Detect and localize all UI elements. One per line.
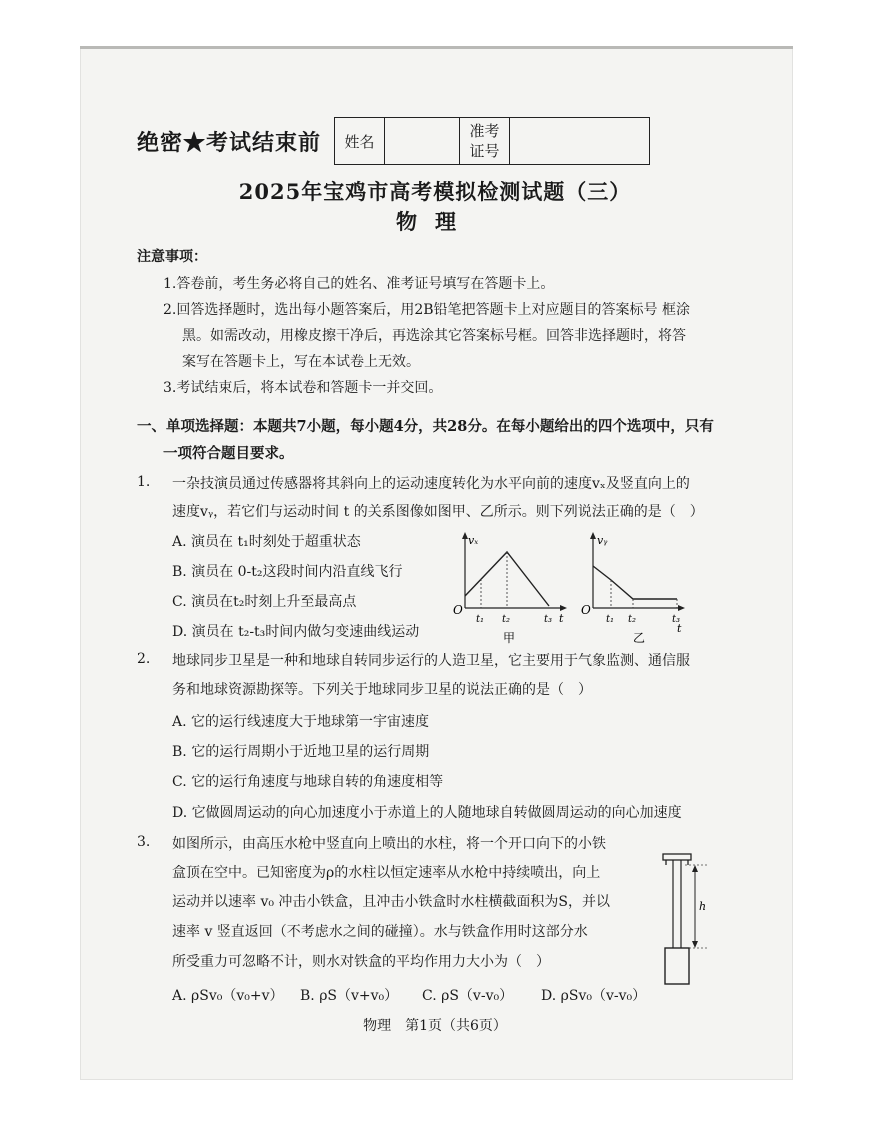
graph-jia [453, 532, 567, 645]
notice-heading: 注意事项： [137, 249, 207, 265]
question-stem: 所受重力可忽略不计，则水对铁盒的平均作用力大小为（ ） [172, 954, 550, 970]
exam-id-field [510, 118, 650, 165]
graph-jia-t3: t₃ [544, 614, 553, 625]
water-column [673, 860, 681, 948]
graph-yi-t2: t₂ [628, 614, 637, 625]
option-b: B. 它的运行周期小于近地卫星的运行周期 [172, 744, 430, 760]
option-b: B. ρS（v+v₀） [300, 988, 399, 1004]
name-field [385, 118, 460, 165]
question-stem: 盒顶在空中。已知密度为ρ的水柱以恒定速率从水枪中持续喷出，向上 [172, 865, 601, 881]
option-c: C. 它的运行角速度与地球自转的角速度相等 [172, 774, 444, 790]
water-jet-figure [655, 848, 715, 988]
notice-item: 1.答卷前，考生务必将自己的姓名、准考证号填写在答题卡上。 [163, 276, 555, 292]
q1-graphs [445, 528, 685, 650]
name-label: 姓名 [335, 118, 385, 165]
notice-item-cont: 案写在答题卡上，写在本试卷上无效。 [182, 354, 420, 370]
graph-yi-t: t [677, 622, 682, 635]
option-b: B. 演员在 0-t₂这段时间内沿直线飞行 [172, 564, 403, 580]
candidate-info-table [334, 117, 650, 165]
section-heading-cont: 一项符合题目要求。 [163, 445, 294, 462]
question-number: 2. [137, 651, 151, 667]
question-stem: 地球同步卫星是一种和地球自转同步运行的人造卫星，它主要用于气象监测、通信服 [172, 653, 690, 669]
option-d: D. 演员在 t₂-t₃时间内做匀变速曲线运动 [172, 624, 420, 640]
question-stem: 速率 v 竖直返回（不考虑水之间的碰撞）。水与铁盒作用时这部分水 [172, 924, 588, 940]
graph-yi [581, 532, 685, 645]
height-label: h [699, 900, 707, 913]
exam-title: 2025年宝鸡市高考模拟检测试题（三） [238, 179, 632, 204]
question-stem: 运动并以速率 v₀ 冲击小铁盒，且冲击小铁盒时水柱横截面积为S，并以 [172, 894, 611, 910]
question-number: 3. [137, 834, 151, 850]
option-d: D. ρSv₀（v-v₀） [541, 988, 647, 1004]
option-d: D. 它做圆周运动的向心加速度小于赤道上的人随地球自转做圆周运动的向心加速度 [172, 805, 682, 821]
height-marker [685, 865, 707, 948]
question-number: 1. [137, 474, 151, 490]
notice-item: 2.回答选择题时，选出每小题答案后，用2B铅笔把答题卡上对应题目的答案标号 框涂 [163, 302, 691, 318]
option-c: C. 演员在t₂时刻上升至最高点 [172, 594, 357, 610]
graph-jia-caption: 甲 [503, 631, 516, 645]
paper-edge [80, 46, 793, 49]
graph-yi-origin: O [581, 603, 591, 617]
option-a: A. 演员在 t₁时刻处于超重状态 [172, 534, 361, 550]
graph-jia-origin: O [453, 603, 463, 617]
subject-title: 物理 [396, 209, 474, 234]
graph-yi-caption: 乙 [633, 631, 646, 645]
vy-curve [593, 566, 677, 599]
graph-yi-t3: t₃ [672, 614, 681, 625]
exam-id-label: 准考 证号 [460, 118, 510, 165]
question-stem: 一杂技演员通过传感器将其斜向上的运动速度转化为水平向前的速度vₓ及竖直向上的 [172, 476, 690, 492]
page-footer: 物理 第1页（共6页） [363, 1018, 507, 1034]
notice-item-cont: 黑。如需改动，用橡皮擦干净后，再选涂其它答案标号框。回答非选择题时，将答 [182, 328, 686, 344]
option-c: C. ρS（v-v₀） [422, 988, 514, 1004]
notice-item: 3.考试结束后，将本试卷和答题卡一并交回。 [163, 380, 443, 396]
graph-jia-t2: t₂ [502, 614, 511, 625]
question-stem: 速度vᵧ，若它们与运动时间 t 的关系图像如图甲、乙所示。则下列说法正确的是（ ） [172, 504, 704, 520]
graph-jia-t: t [559, 612, 564, 625]
question-stem: 务和地球资源勘探等。下列关于地球同步卫星的说法正确的是（ ） [172, 682, 592, 698]
water-gun [665, 948, 689, 984]
question-stem: 如图所示，由高压水枪中竖直向上喷出的水柱，将一个开口向下的小铁 [172, 836, 606, 852]
confidential-label: 绝密★考试结束前 [137, 130, 322, 156]
option-a: A. ρSv₀（v₀+v） [172, 988, 284, 1004]
option-a: A. 它的运行线速度大于地球第一宇宙速度 [172, 714, 430, 730]
graph-yi-ylabel: vᵧ [597, 534, 608, 547]
graph-yi-t1: t₁ [606, 614, 615, 625]
graph-jia-t1: t₁ [476, 614, 485, 625]
section-heading: 一、单项选择题：本题共7小题，每小题4分，共28分。在每小题给出的四个选项中，只有 [137, 418, 714, 435]
graph-jia-ylabel: vₓ [468, 534, 479, 547]
iron-box [663, 854, 691, 865]
